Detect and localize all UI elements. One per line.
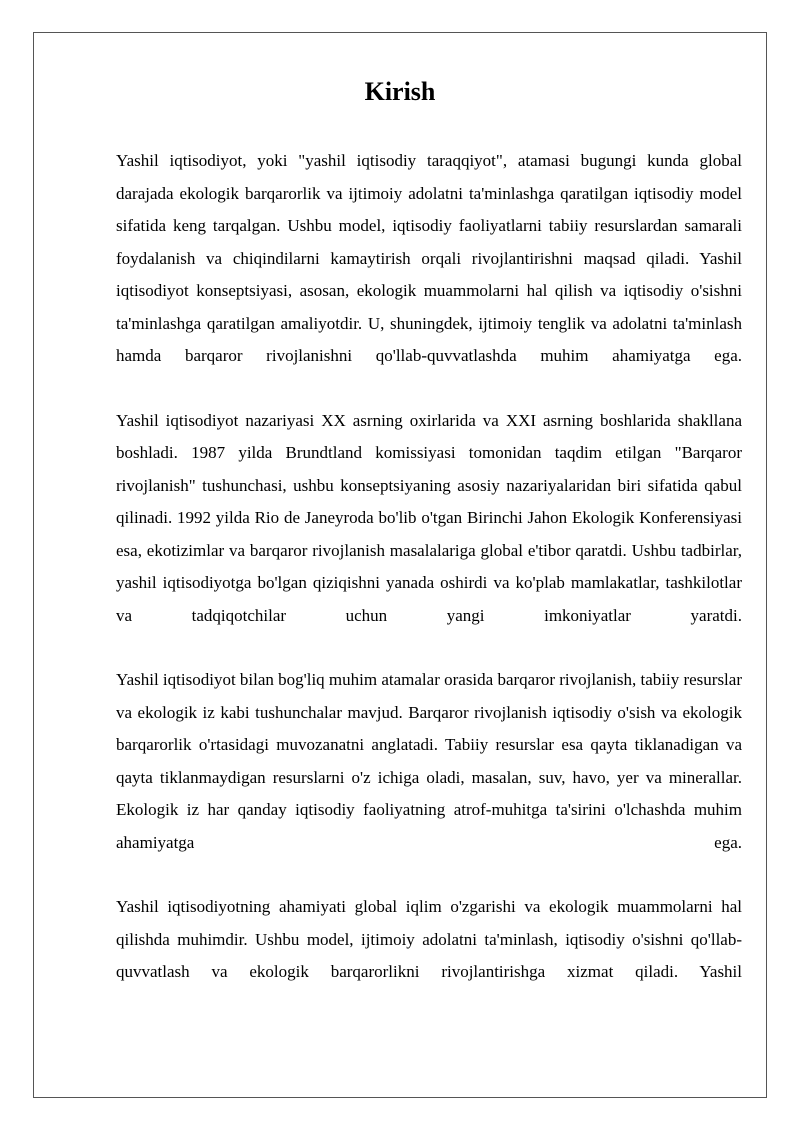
page-title: Kirish <box>364 77 436 106</box>
paragraph-history: Yashil iqtisodiyot nazariyasi XX asrning oxirlarida va XXI asrning boshlarida shakllana boshladi. 1987 yilda Brundtland komissiyasi tomonidan taqdim etilgan "Barqaror rivojlanish" tushunchasi, ushbu konseptsiyaning asosiy nazariyalaridan biri sifatida qabul qilinadi. 1992 yilda Rio de Janeyroda bo'lib o'tgan Birinchi Jahon Ekologik Konferensiyasi esa, ekotizimlar va barqaror rivojlanish masalalariga global e'tibor qaratdi. Ushbu tadbirlar, yashil iqtisodiyotga bo'lgan qiziqishni yanada oshirdi va ko'plab mamlakatlar, tashkilotlar va tadqiqotchilar uchun yangi imkoniyatlar yaratdi. <box>116 410 742 625</box>
paragraph-terms: Yashil iqtisodiyot bilan bog'liq muhim atamalar orasida barqaror rivojlanish, tabiiy resurslar va ekologik iz kabi tushunchalar mavjud. Barqaror rivojlanish iqtisodiy o'sish va ekologik barqarorlik o'rtasidagi muvozanatni anglatadi. Tabiiy resurslar esa qayta tiklanadigan va qayta tiklanmaydigan resurslarni o'z ichiga oladi, masalan, suv, havo, yer va minerallar. Ekologik iz har qanday iqtisodiy faoliyatning atrof-muhitga ta'sirini o'lchashda muhim ahamiyatga ega. <box>116 670 742 852</box>
paragraph-intro: Yashil iqtisodiyot, yoki "yashil iqtisodiy taraqqiyot", atamasi bugungi kunda global darajada ekologik barqarorlik va ijtimoiy adolatni ta'minlashga qaratilgan iqtisodiy model sifatida keng tarqalgan. Ushbu model, iqtisodiy faoliyatlarni tabiiy resurslardan samarali foydalanish va chiqindilarni kamaytirish orqali rivojlantirishni maqsad qiladi. Yashil iqtisodiyot konseptsiyasi, asosan, ekologik muammolarni hal qilish va iqtisodiy o'sishni ta'minlashga qaratilgan amaliyotdir. U, shuningdek, ijtimoiy tenglik va adolatni ta'minlash hamda barqaror rivojlanishni qo'llab-quvvatlashda muhim ahamiyatga ega. <box>116 151 742 365</box>
document-body <box>116 145 742 1021</box>
paragraph-importance: Yashil iqtisodiyotning ahamiyati global iqlim o'zgarishi va ekologik muammolarni hal qilishda muhimdir. Ushbu model, ijtimoiy adolatni ta'minlash, iqtisodiy o'sishni qo'llab-quvvatlash va ekologik barqarorlikni rivojlantirishga xizmat qiladi. Yashil <box>116 897 742 981</box>
